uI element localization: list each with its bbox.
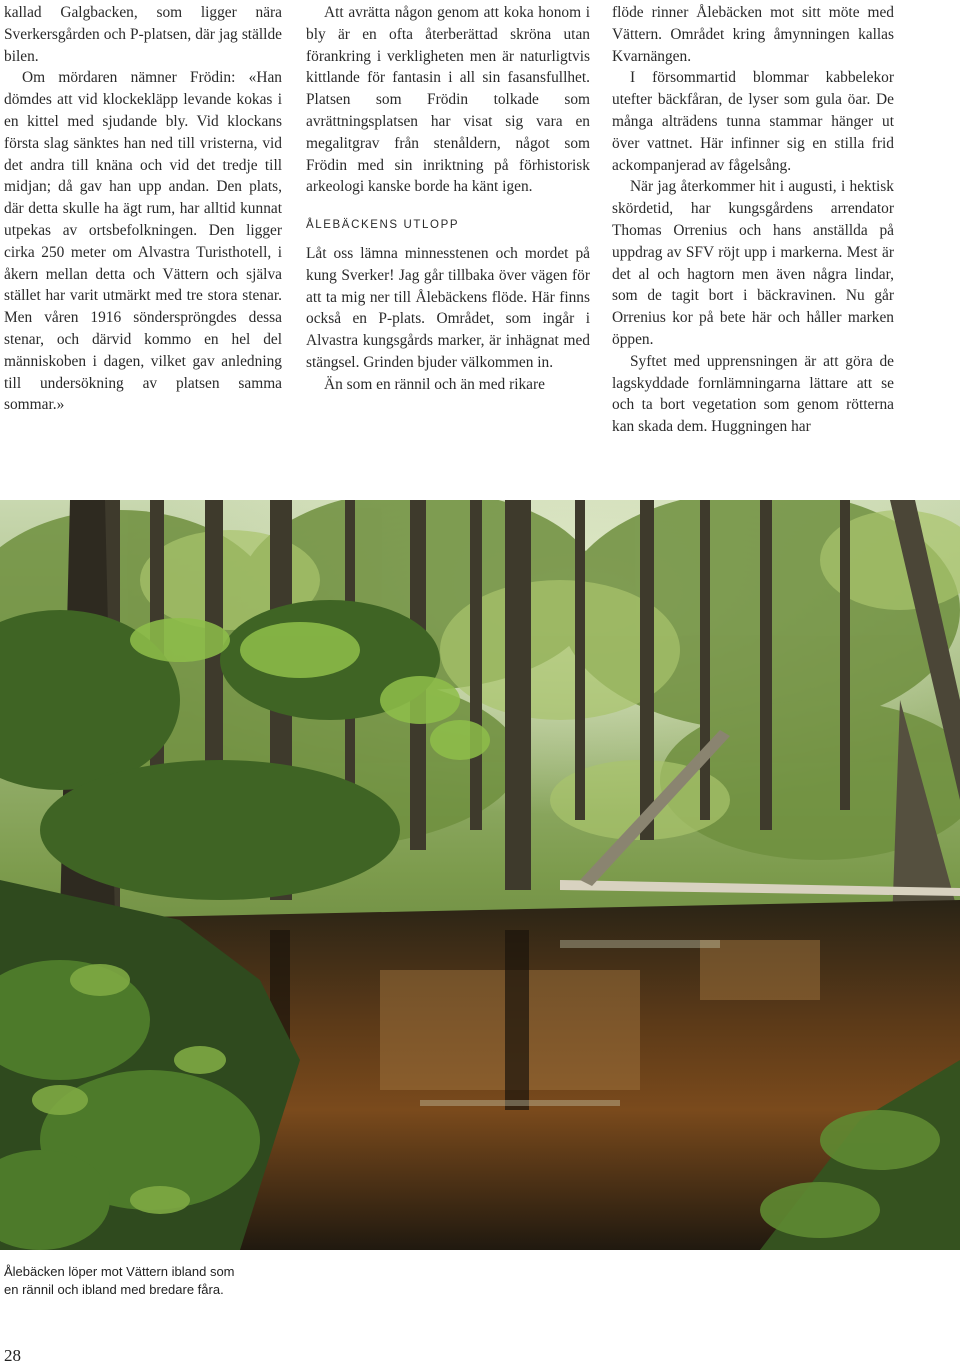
caption-line: en rännil och ibland med bredare fåra.: [4, 1282, 224, 1297]
section-heading: ÅLEBÄCKENS UTLOPP: [306, 219, 460, 232]
text-column-3: [612, 2, 894, 438]
text-column-2: [306, 2, 590, 396]
paragraph: Om mördaren nämner Frödin: «Han dömdes att vid klockekläpp levande kokas i en kittel med sjudande bly. Vid klockans första slag sänktes han ned till vristerna, vid det andra till knäna och vid det tredje till midjan; då gav han upp andan. Den plats, där detta skulle ha ägt rum, har alltid kunnat utpekas av ortsbefolkningen. Den ligger cirka 250 meter om Alvastra Turisthotell, i åkern mellan detta och Vättern och själva stället har varit utmärkt med tre stora stenar. Men våren 1916 sönderspröngdes dessa stenar, och därvid kommo en hel del människoben i dagen, vilket gav anledning till undersökning av platsen samma sommar.»: [4, 69, 282, 414]
paragraph: flöde rinner Ålebäcken mot sitt möte med Vättern. Området kring åmynningen kallas Kvarnängen.: [612, 4, 894, 65]
paragraph: Att avrätta någon genom att koka honom i bly är en ofta återberättad skröna utan förankring i verkligheten men är naturligtvis kittlande för fantasin i all sin fasansfullhet. Platsen som Frödin tolkade som avrättningsplatsen har visat sig vara en megalitgrav från stenåldern, något som Frödin med sin inriktning på förhistorisk arkeologi kanske borde ha känt igen.: [306, 4, 590, 196]
paragraph: När jag återkommer hit i augusti, i hektisk skördetid, har kungsgårdens arrendator Thomas Orrenius och hans anställda på uppdrag av SFV röjt upp i markerna. Mest är det al och hagtorn men även några lindar, som de tagit bort i bäckravinen. Nu går Orrenius kor på bete här och håller marken öppen.: [612, 178, 894, 348]
paragraph: Syftet med upprensningen är att göra de lagskyddade fornlämningarna lättare att se och ta bort vegetation som genom rötterna kan skada dem. Huggningen har: [612, 352, 894, 436]
forest-stream-illustration: [0, 500, 960, 1250]
text-column-1: [4, 2, 282, 416]
paragraph: Låt oss lämna minnesstenen och mordet på kung Sverker! Jag går tillbaka över vägen för att ta mig ner till Ålebäckens flöde. Här finns också en P-plats. Området, som ingår i Alvastra kungsgårds marker, är inhägnat med stängsel. Grinden bjuder välkommen in.: [306, 244, 590, 371]
caption-line: Ålebäcken löper mot Vättern ibland som: [4, 1264, 235, 1279]
paragraph: I försommartid blommar kabbelekor utefter bäckfåran, de lyser som gula öar. De många alträdens tunna stammar hänger ut över vattnet. Här infinner sig en stilla frid ackompanjerad av fågelsång.: [612, 69, 894, 174]
paragraph: Än som en rännil och än med rikare: [324, 375, 545, 393]
paragraph: kallad Galgbacken, som ligger nära Sverkersgården och P-platsen, där jag ställde bilen.: [4, 4, 282, 65]
photo-caption: [4, 1263, 304, 1299]
page-number: 28: [4, 1346, 21, 1365]
stream-photo: [0, 500, 960, 1250]
